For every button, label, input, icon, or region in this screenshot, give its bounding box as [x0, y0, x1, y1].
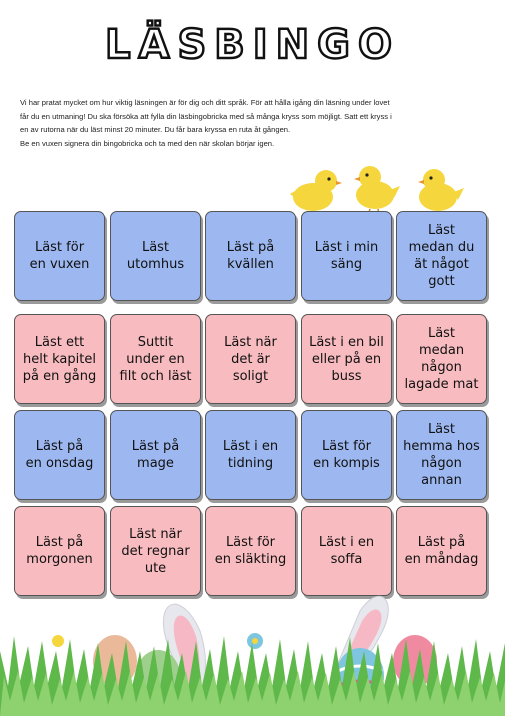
- bingo-cell: Läst för en vuxen: [14, 211, 105, 301]
- bingo-cell: Läst i en bil eller på en buss: [301, 314, 392, 404]
- bingo-cell: Läst hemma hos någon annan: [396, 410, 487, 500]
- chick-icon: [286, 164, 344, 218]
- bingo-cell: Läst på en måndag: [396, 506, 487, 596]
- intro-line: Vi har pratat mycket om hur viktig läsningen är för dig och ditt språk. För att hålla igång din läsning under lovet: [20, 98, 390, 107]
- bingo-cell: Läst för en kompis: [301, 410, 392, 500]
- intro-line: får du en utmaning! Du ska försöka att fylla din läsbingobricka med så många kryss som möjligt. Satt ett kryss i: [20, 111, 392, 121]
- intro-line: Be en vuxen signera din bingobricka och ta med den när skolan börjar igen.: [20, 138, 275, 148]
- bingo-cell: Läst utomhus: [110, 211, 201, 301]
- bingo-cell: Läst ett helt kapitel på en gång: [14, 314, 105, 404]
- easter-grass-decoration: [0, 591, 505, 716]
- bingo-cell: Läst för en släkting: [205, 506, 296, 596]
- bingo-cell: Läst i en soffa: [301, 506, 392, 596]
- intro-text: [20, 96, 490, 150]
- chick-icon: [410, 164, 466, 218]
- bingo-cell: Läst i min säng: [301, 211, 392, 301]
- bingo-cell: Läst på kvällen: [205, 211, 296, 301]
- bingo-cell: Läst när det regnar ute: [110, 506, 201, 596]
- bingo-cell: Läst på morgonen: [14, 506, 105, 596]
- bingo-cell: Läst medan någon lagade mat: [396, 314, 487, 404]
- bingo-cell: Läst när det är soligt: [205, 314, 296, 404]
- bingo-cell: Suttit under en filt och läst: [110, 314, 201, 404]
- bingo-cell: Läst medan du ät något gott: [396, 211, 487, 301]
- page-title: LÄSBINGO: [105, 22, 400, 68]
- bingo-cell: Läst på en onsdag: [14, 410, 105, 500]
- bingo-cell: Läst på mage: [110, 410, 201, 500]
- bingo-cell: Läst i en tidning: [205, 410, 296, 500]
- intro-line: en av rutorna när du läst minst 20 minuter. Du får bara kryssa en ruta åt gången.: [20, 125, 291, 134]
- chick-icon: [346, 160, 404, 216]
- flower-icon: [52, 635, 64, 647]
